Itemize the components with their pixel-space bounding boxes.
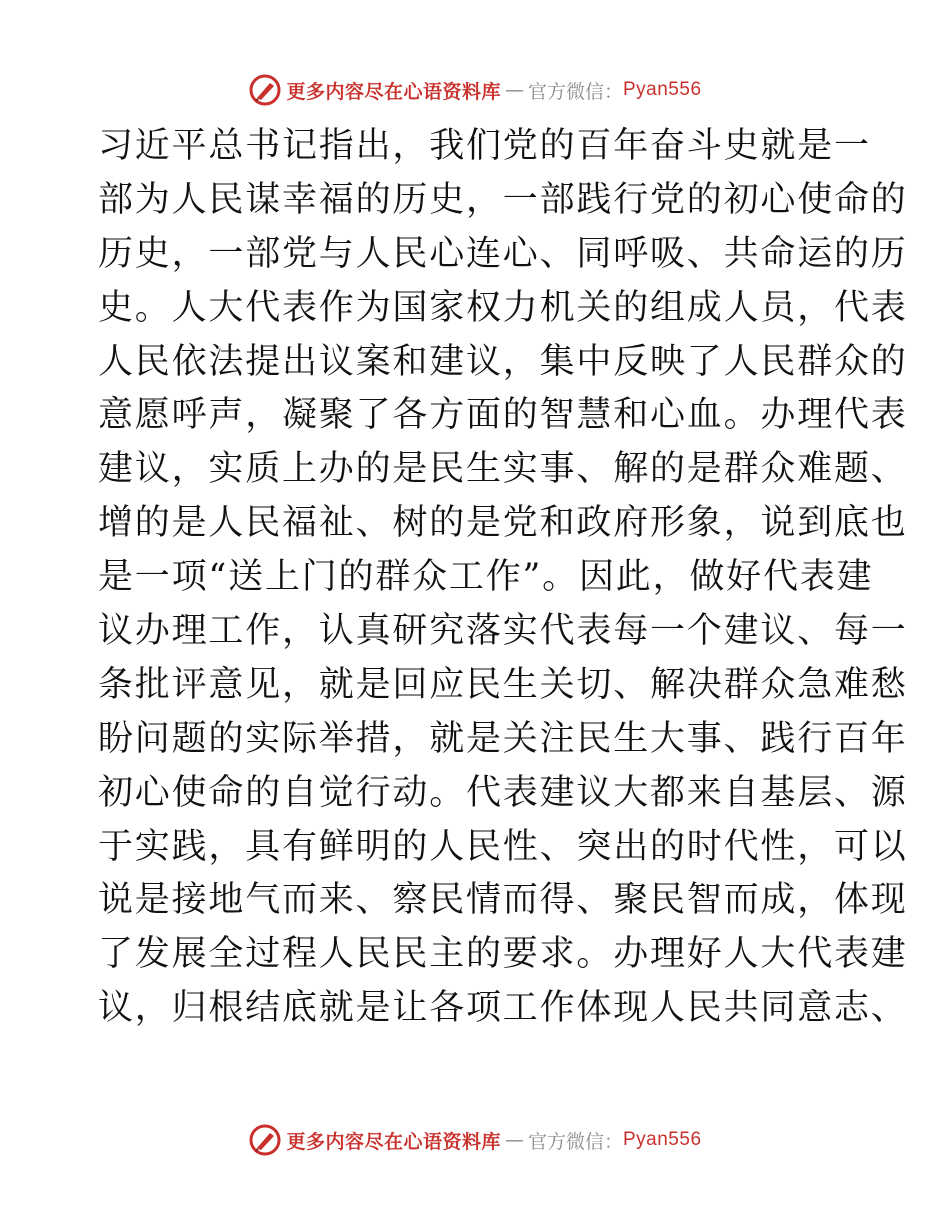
article-body [98,120,908,1036]
watermark-dash: — [504,79,524,101]
paragraph-line: 条批评意见，就是回应民生关切、解决群众急难愁 [98,664,908,705]
watermark-sub-text: 官方微信： [527,1130,623,1153]
quill-pen-logo-icon [248,73,282,107]
paragraph-line: 增的是人民福祉、树的是党和政府形象，说到底也 [98,503,908,544]
watermark-main-text: 更多内容尽在心语资料库 [286,80,501,103]
footer-watermark [0,1120,950,1160]
paragraph-line: 盼问题的实际举措，就是关注民生大事、践行百年 [98,718,908,759]
watermark-account-id: Pyan556 [623,79,702,100]
paragraph-line: 初心使命的自觉行动。代表建议大都来自基层、源 [98,772,908,813]
paragraph-line: 习近平总书记指出，我们党的百年奋斗史就是一 [98,126,871,166]
watermark-sub-text: 官方微信： [527,80,623,103]
paragraph-line: 人民依法提出议案和建议，集中反映了人民群众的 [98,341,908,382]
paragraph-line: 史。人大代表作为国家权力机关的组成人员，代表 [98,287,908,328]
watermark-main-text: 更多内容尽在心语资料库 [286,1130,501,1153]
paragraph-line: 部为人民谋幸福的历史，一部践行党的初心使命的 [98,179,908,220]
watermark-dash: — [504,1129,524,1151]
paragraph-line: 说是接地气而来、察民情而得、聚民智而成，体现 [98,880,908,921]
quill-pen-logo-icon [248,1123,282,1157]
paragraph-line: 建议，实质上办的是民生实事、解的是群众难题、 [98,449,908,490]
paragraph-line: 议，归根结底就是让各项工作体现人民共同意志、 [98,988,908,1029]
watermark-account-id: Pyan556 [623,1129,702,1150]
paragraph-line: 了发展全过程人民民主的要求。办理好人大代表建 [98,934,908,975]
paragraph-line: 议办理工作，认真研究落实代表每一个建议、每一 [98,611,908,652]
paragraph-line: 于实践，具有鲜明的人民性、突出的时代性，可以 [98,826,908,867]
paragraph-line: 意愿呼声，凝聚了各方面的智慧和心血。办理代表 [98,395,908,436]
paragraph-line: 是一项“送上门的群众工作”。因此，做好代表建 [98,557,874,598]
header-watermark [0,70,950,110]
paragraph-line: 历史，一部党与人民心连心、同呼吸、共命运的历 [98,233,908,274]
